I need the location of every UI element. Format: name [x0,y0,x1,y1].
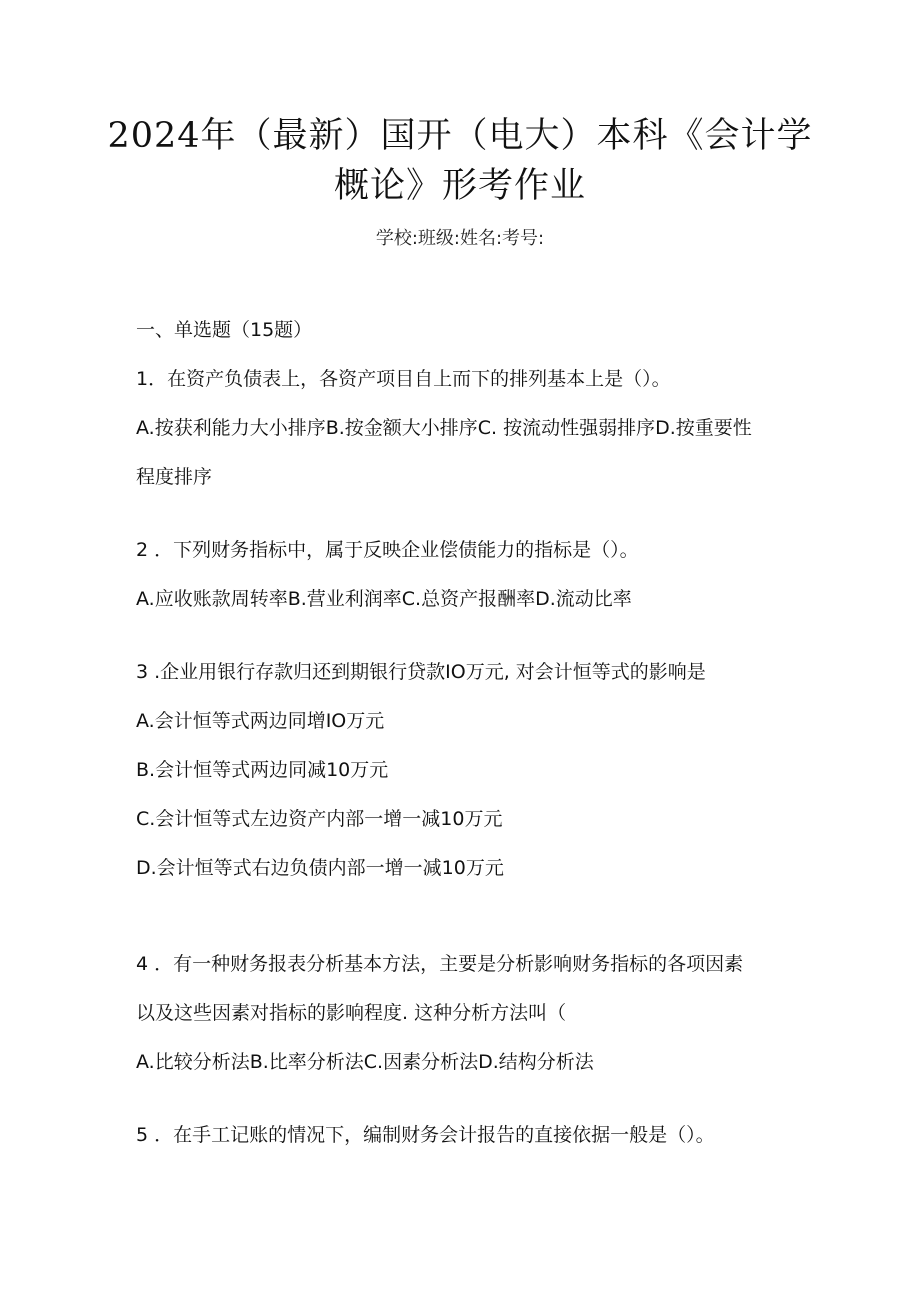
question-3-stem: 3 .企业用银行存款归还到期银行贷款IO万元, 对会计恒等式的影响是 [136,661,706,683]
question-3-option-c: C.会计恒等式左边资产内部一增一减10万元 [136,808,503,830]
section-heading: 一、单选题（15题） [136,319,313,341]
question-5-stem: 5 ．在手工记账的情况下，编制财务会计报告的直接依据一般是（）。 [136,1124,715,1146]
question-3-option-d: D.会计恒等式右边负债内部一增一减10万元 [136,857,504,879]
question-4-stem-continued: 以及这些因素对指标的影响程度. 这种分析方法叫（ [136,1002,567,1024]
question-4-options: A.比较分析法B.比率分析法C.因素分析法D.结构分析法 [136,1051,594,1073]
question-3-option-a: A.会计恒等式两边同增IO万元 [136,710,385,732]
document-title-line-2: 概论》形考作业 [333,166,586,206]
question-4-stem: 4 ．有一种财务报表分析基本方法，主要是分析影响财务指标的各项因素 [136,953,744,975]
question-3-option-b: B.会计恒等式两边同减10万元 [136,759,389,781]
student-info-fields: 学校:班级:姓名:考号: [375,228,545,249]
question-1-stem: 1．在资产负债表上，各资产项目自上而下的排列基本上是（）。 [136,368,671,390]
question-1-options-continued: 程度排序 [136,466,213,488]
question-2-options: A.应收账款周转率B.营业利润率C.总资产报酬率D.流动比率 [136,588,632,610]
question-1-options: A.按获利能力大小排序B.按金额大小排序C. 按流动性强弱排序D.按重要性 [136,417,752,439]
question-2-stem: 2 ．下列财务指标中，属于反映企业偿债能力的指标是（）。 [136,539,639,561]
document-title-line-1: 2024年（最新）国开（电大）本科《会计学 [107,116,813,156]
